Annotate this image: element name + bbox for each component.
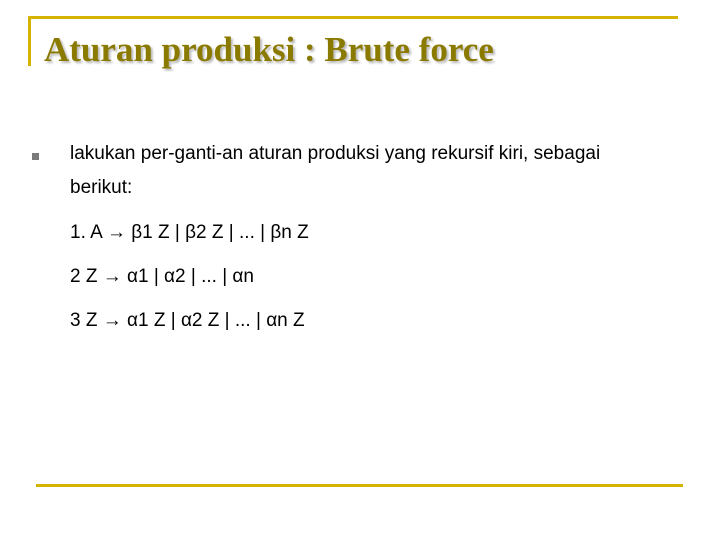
bullet-text-line-1: lakukan per-ganti-an aturan produksi yang rekursif kiri, sebagai (70, 143, 601, 164)
rule-2: 2 Z → α1 | α2 | ... | αn (70, 266, 254, 287)
rule-1: 1. A → β1 Z | β2 Z | ... | βn Z (70, 222, 309, 243)
frame-left-rule (28, 16, 31, 66)
frame-top-rule (28, 16, 678, 19)
slide-title: Aturan produksi : Brute force (44, 30, 494, 69)
bullet-text-line-2: berikut: (70, 177, 133, 198)
frame-bottom-rule (36, 484, 683, 487)
rule-3: 3 Z → α1 Z | α2 Z | ... | αn Z (70, 310, 305, 331)
bullet-icon (32, 153, 39, 160)
